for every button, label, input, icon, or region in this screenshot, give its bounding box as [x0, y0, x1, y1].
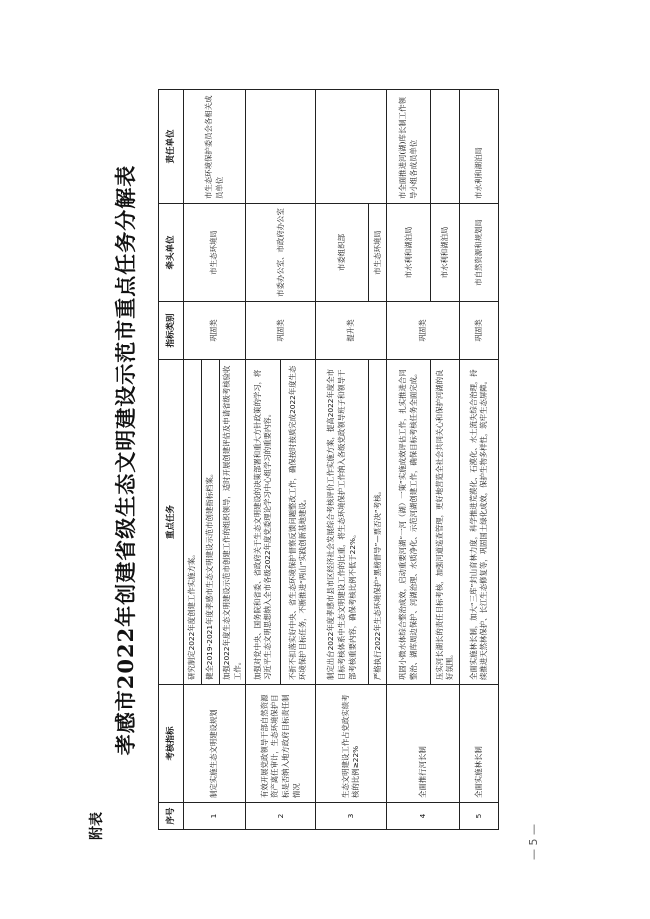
table-header-row	[159, 90, 184, 830]
row-no: 1	[184, 803, 246, 830]
row-resp: 市全面推进河(湖)库长制工作领导小组各成员单位	[387, 90, 431, 204]
row-category: 巩固类	[184, 302, 246, 360]
header-indicator: 考核指标	[159, 685, 184, 803]
row-indicator: 全面实施林长制	[460, 685, 499, 803]
table-row	[316, 90, 369, 830]
row-task: 全面实施林长制，加大“三库”封山育林力度，科学推进荒漠化、石漠化、水土流失综合治理，持续推进天然林保护、长江生态修复等，巩固国土绿化成效，保护生物多样性，筑牢生态屏障。	[460, 360, 499, 685]
row-no: 3	[316, 803, 387, 830]
row-lead: 市水利和湖泊局	[431, 204, 460, 302]
row-resp	[246, 90, 316, 204]
row-no: 4	[387, 803, 460, 830]
row-resp: 市生态环境保护委员会各相关成员单位	[184, 90, 246, 204]
row-lead: 市自然资源和规划局	[460, 204, 499, 302]
row-task: 健全2019-2021年度孝感市生态文明建设示范市创建指标档案。	[202, 360, 220, 685]
row-indicator: 制定实施生态文明建设规划	[184, 685, 246, 803]
document-title: 孝感市2022年创建省级生态文明建设示范市重点任务分解表	[113, 164, 138, 756]
row-task: 加强2022年度生态文明建设示范市创建工作的组织领导，适时开展创建评估及申请省级考核验收工作。	[220, 360, 246, 685]
row-category: 提升类	[316, 302, 387, 360]
row-category: 巩固类	[246, 302, 316, 360]
row-task: 加强对党中央、国务院和省委、省政府关于生态文明建设的决策部署和重大方针政策的学习，将习近平生态文明思想纳入全市各级2022年度党委理论学习中心组学习的重要内容。	[246, 360, 281, 685]
row-indicator: 生态文明建设工作占党政实绩考核的比例≥22%	[316, 685, 387, 803]
table-row	[246, 90, 281, 830]
header-resp: 责任单位	[159, 90, 184, 204]
row-lead: 市委办公室、市政府办公室	[246, 204, 316, 302]
row-task: 严格执行2022年生态环境保护“黑榜督导”—票否决”考核。	[369, 360, 387, 685]
row-task: 压实河长湖长的责任目标考核，加强河道巡查管理，更好地营造全社会共同关心和保护河湖的良好氛围。	[431, 360, 460, 685]
table-row	[184, 90, 202, 830]
appendix-label: 附表	[89, 812, 105, 840]
header-no: 序号	[159, 803, 184, 830]
row-category: 巩固类	[460, 302, 499, 360]
row-category: 巩固类	[387, 302, 460, 360]
row-lead: 市生态环境局	[184, 204, 246, 302]
header-category: 指标类别	[159, 302, 184, 360]
row-no: 2	[246, 803, 316, 830]
row-resp: 市水利和湖泊局	[460, 90, 499, 204]
row-lead: 市生态环境局	[369, 204, 387, 302]
table-row	[460, 90, 499, 830]
page-number: — 5 —	[527, 824, 540, 860]
row-indicator: 有效开展党政领导干部自然资源资产离任审计，生态环境保护目标是否纳入地方政府目标责任制情况	[246, 685, 316, 803]
task-table	[158, 89, 499, 830]
row-task: 研究制定2022年度创建工作实施方案。	[184, 360, 202, 685]
row-resp	[431, 90, 460, 204]
row-indicator: 全面推行河长制	[387, 685, 460, 803]
table-row	[387, 90, 431, 830]
row-lead: 市委组织部	[316, 204, 369, 302]
row-task: 不折不扣落实好中央、省生态环境保护督察反馈问题整改工作，确保按时按质完成2022年度生态环境保护目标任务，不断推进“两山”实践创新基地建设。	[281, 360, 316, 685]
rotated-page	[100, 90, 570, 830]
row-task: 制定出台2022年度孝感市县市区经济社会发展综合考核评价工作实施方案，提高2022年度全市目标考核体系中生态文明建设工作的比重，将生态环境保护工作纳入各级党政领导班子和领导干部考核重要内容，确保考核比例不低于22%。	[316, 360, 369, 685]
row-task: 巩固小微水体综合整治成效，启动重要河湖“一河（湖）一策”实施成效评估工作，扎实推进合同整治、湖库周边保护、河湖治理、水质净化、示范河湖创建工作，确保目标考核任务全面完成。	[387, 360, 431, 685]
header-task: 重点任务	[159, 360, 184, 685]
row-lead: 市水利和湖泊局	[387, 204, 431, 302]
header-lead: 牵头单位	[159, 204, 184, 302]
row-no: 5	[460, 803, 499, 830]
row-resp	[316, 90, 387, 204]
